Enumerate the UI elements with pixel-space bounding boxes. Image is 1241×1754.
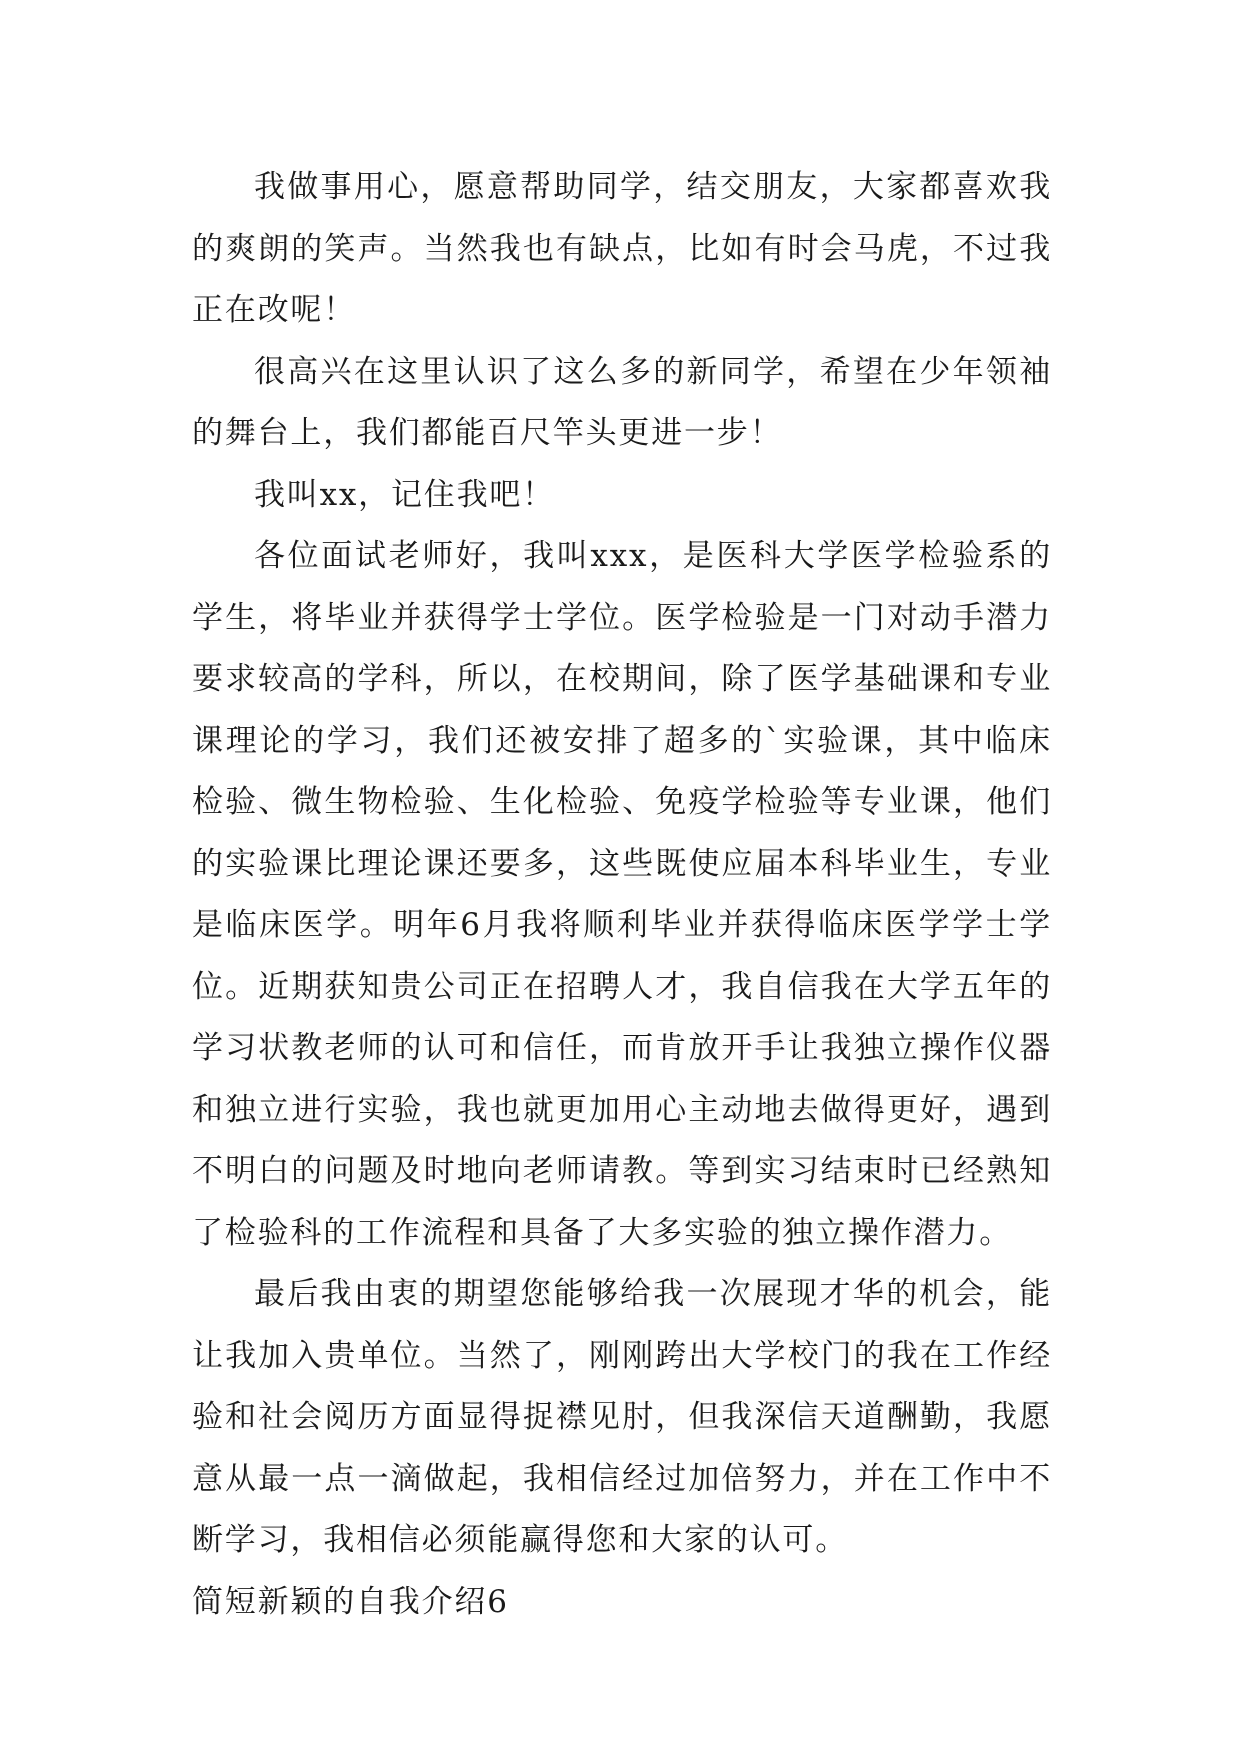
paragraph-interview-intro: 各位面试老师好，我叫xxx，是医科大学医学检验系的学生，将毕业并获得学士学位。医学检验是一门对动手潜力要求较高的学科，所以，在校期间，除了医学基础课和专业课理论的学习，我们还被安排了超多的`实验课，其中临床检验、微生物检验、生化检验、免疫学检验等专业课，他们的实验课比理论课还要多，这些既使应届本科毕业生，专业是临床医学。明年6月我将顺利毕业并获得临床医学学士学位。近期获知贵公司正在招聘人才，我自信我在大学五年的学习状教老师的认可和信任，而肯放开手让我独立操作仪器和独立进行实验，我也就更加用心主动地去做得更好，遇到不明白的问题及时地向老师请教。等到实习结束时已经熟知了检验科的工作流程和具备了大多实验的独立操作潜力。 <box>192 538 1052 1251</box>
section-heading: 简短新颖的自我介绍6 <box>192 1583 509 1620</box>
paragraph-name: 我叫xx，记住我吧！ <box>254 476 555 513</box>
document-body <box>192 157 1052 1633</box>
paragraph-personality: 我做事用心，愿意帮助同学，结交朋友，大家都喜欢我的爽朗的笑声。当然我也有缺点，比如有时会马虎，不过我正在改呢！ <box>192 169 1052 328</box>
paragraph-closing: 最后我由衷的期望您能够给我一次展现才华的机会，能让我加入贵单位。当然了，刚刚跨出大学校门的我在工作经验和社会阅历方面显得捉襟见肘，但我深信天道酬勤，我愿意从最一点一滴做起，我相信经过加倍努力，并在工作中不断学习，我相信必须能赢得您和大家的认可。 <box>192 1276 1052 1558</box>
paragraph-greeting: 很高兴在这里认识了这么多的新同学，希望在少年领袖的舞台上，我们都能百尺竿头更进一步！ <box>192 353 1052 451</box>
